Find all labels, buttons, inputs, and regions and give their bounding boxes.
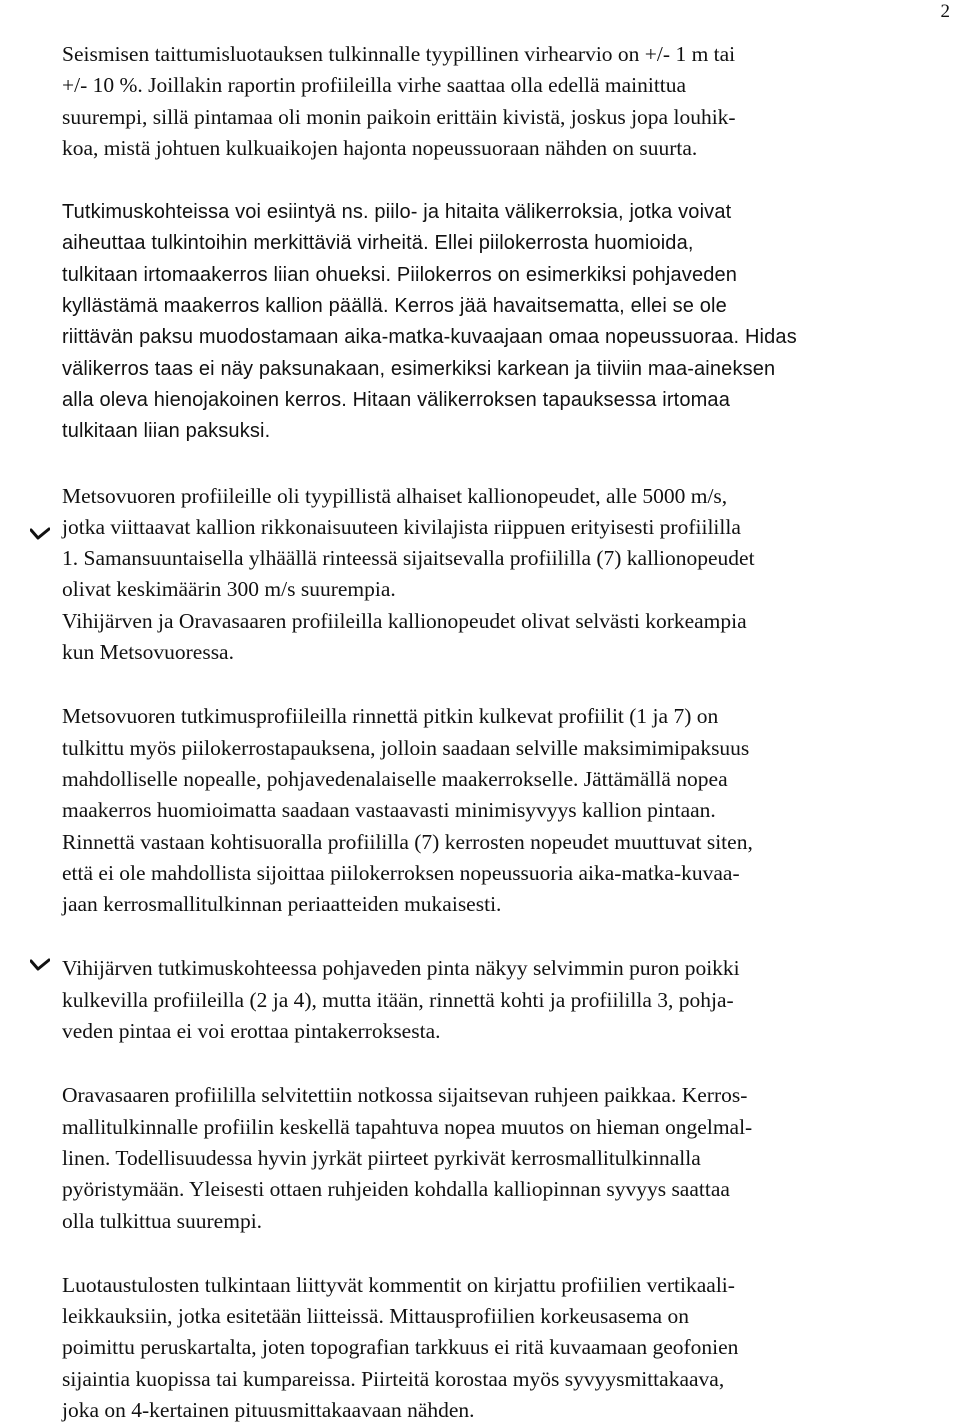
text-line: Tutkimuskohteissa voi esiintyä ns. piilo- ja hitaita välikerroksia, jotka voivat xyxy=(62,201,732,224)
paragraph-error-estimate xyxy=(62,39,954,164)
text-line: olivat keskimäärin 300 m/s suurempia. xyxy=(62,577,396,602)
text-line: Metsovuoren profiileille oli tyypillistä alhaiset kallionopeudet, alle 5000 m/s, xyxy=(62,483,728,508)
text-line: sijaintia kuopissa tai kumpareissa. Piirteitä korostaa myös syvyysmittakaava, xyxy=(62,1366,725,1391)
text-line: olla tulkittua suurempi. xyxy=(62,1208,263,1233)
text-line: Luotaustulosten tulkintaan liittyvät kommentit on kirjattu profiilien vertikaali- xyxy=(62,1272,735,1297)
text-line: Vihijärven tutkimuskohteessa pohjaveden pinta näkyy selvimmin puron poikki xyxy=(62,956,740,981)
text-line: alla oleva hienojakoinen kerros. Hitaan välikerroksen tapauksessa irtomaa xyxy=(62,388,730,411)
paragraph-metsovuori-velocities xyxy=(62,481,954,606)
check-mark-icon xyxy=(30,527,50,541)
paragraph-hidden-layers xyxy=(62,197,954,447)
text-line: Vihijärven ja Oravasaaren profiileilla kallionopeudet olivat selvästi korkeampia xyxy=(62,608,747,633)
paragraph-interpretation-comments xyxy=(62,1270,954,1426)
text-line: suurempi, sillä pintamaa oli monin paikoin erittäin kivistä, joskus jopa louhik- xyxy=(62,104,736,129)
text-line: välikerros taas ei näy paksunakaan, esimerkiksi karkean ja tiiviin maa-aineksen xyxy=(62,357,776,380)
paragraph-metsovuori-profiles xyxy=(62,701,954,920)
text-line: +/- 10 %. Joillakin raportin profiileilla virhe saattaa olla edellä mainittua xyxy=(62,73,687,98)
text-line: leikkauksiin, jotka esitetään liitteissä. Mittausprofiilien korkeusasema on xyxy=(62,1304,689,1329)
text-line: että ei ole mahdollista sijoittaa piilokerroksen nopeussuoria aika-matka-kuvaa- xyxy=(62,860,740,885)
paragraph-vihijarvi-comparison xyxy=(62,606,954,669)
text-line: kun Metsovuoressa. xyxy=(62,640,234,665)
text-line: 1. Samansuuntaisella ylhäällä rinteessä sijaitsevalla profiililla (7) kallionopeudet xyxy=(62,546,755,571)
text-line: kyllästämä maakerros kallion päällä. Kerros jää havaitsematta, ellei se ole xyxy=(62,295,727,318)
text-line: maakerros huomioimatta saadaan vastaavasti minimisyvyys kallion pintaan. xyxy=(62,798,716,823)
text-line: mahdolliselle nopealle, pohjavedenalaiselle maakerrokselle. Jättämällä nopea xyxy=(62,766,728,791)
body-text xyxy=(62,39,954,1426)
text-line: tulkitaan irtomaakerros liian ohueksi. Piilokerros on esimerkiksi pohjaveden xyxy=(62,263,738,286)
text-line: tulkitaan liian paksuksi. xyxy=(62,420,271,443)
text-line: tulkittu myös piilokerrostapauksena, jolloin saadaan selville maksimimipaksuus xyxy=(62,735,750,760)
text-line: aiheuttaa tulkintoihin merkittäviä virheitä. Ellei piilokerrosta huomioida, xyxy=(62,232,694,255)
text-line: Rinnettä vastaan kohtisuoralla profiililla (7) kerrosten nopeudet muuttuvat siten, xyxy=(62,829,753,854)
text-line: jaan kerrosmallitulkinnan periaatteiden mukaisesti. xyxy=(62,892,502,917)
text-line: joka on 4-kertainen pituusmittakaavaan nähden. xyxy=(62,1397,475,1422)
text-line: Seismisen taittumisluotauksen tulkinnalle tyypillinen virhearvio on +/- 1 m tai xyxy=(62,42,736,66)
check-mark-icon xyxy=(30,958,50,972)
text-line: Oravasaaren profiililla selvitettiin notkossa sijaitsevan ruhjeen paikkaa. Kerros- xyxy=(62,1083,748,1108)
text-line: mallitulkinnalle profiilin keskellä tapahtuva nopea muutos on hieman ongelmal- xyxy=(62,1114,753,1139)
text-line: riittävän paksu muodostamaan aika-matka-kuvaajaan omaa nopeussuoraa. Hidas xyxy=(62,326,797,349)
text-line: koa, mistä johtuen kulkuaikojen hajonta nopeussuoraan nähden on suurta. xyxy=(62,135,698,160)
text-line: jotka viittaavat kallion rikkonaisuuteen kivilajista riippuen erityisesti profiililla xyxy=(62,514,741,539)
text-line: veden pintaa ei voi erottaa pintakerroksesta. xyxy=(62,1019,441,1044)
paragraph-vihijarvi-groundwater xyxy=(62,953,954,1047)
text-line: linen. Todellisuudessa hyvin jyrkät piirteet pyrkivät kerrosmallitulkinnalla xyxy=(62,1145,701,1170)
text-line: pyöristymään. Yleisesti ottaen ruhjeiden kohdalla kalliopinnan syvyys saattaa xyxy=(62,1177,730,1202)
text-line: poimittu peruskartalta, joten topografian tarkkuus ei ritä kuvaamaan geofonien xyxy=(62,1335,739,1360)
text-line: Metsovuoren tutkimusprofiileilla rinnettä pitkin kulkevat profiilit (1 ja 7) on xyxy=(62,704,719,729)
paragraph-oravasaari xyxy=(62,1080,954,1236)
text-line: kulkevilla profiileilla (2 ja 4), mutta itään, rinnettä kohti ja profiililla 3, pohja- xyxy=(62,987,734,1012)
page-number: 2 xyxy=(940,1,950,22)
